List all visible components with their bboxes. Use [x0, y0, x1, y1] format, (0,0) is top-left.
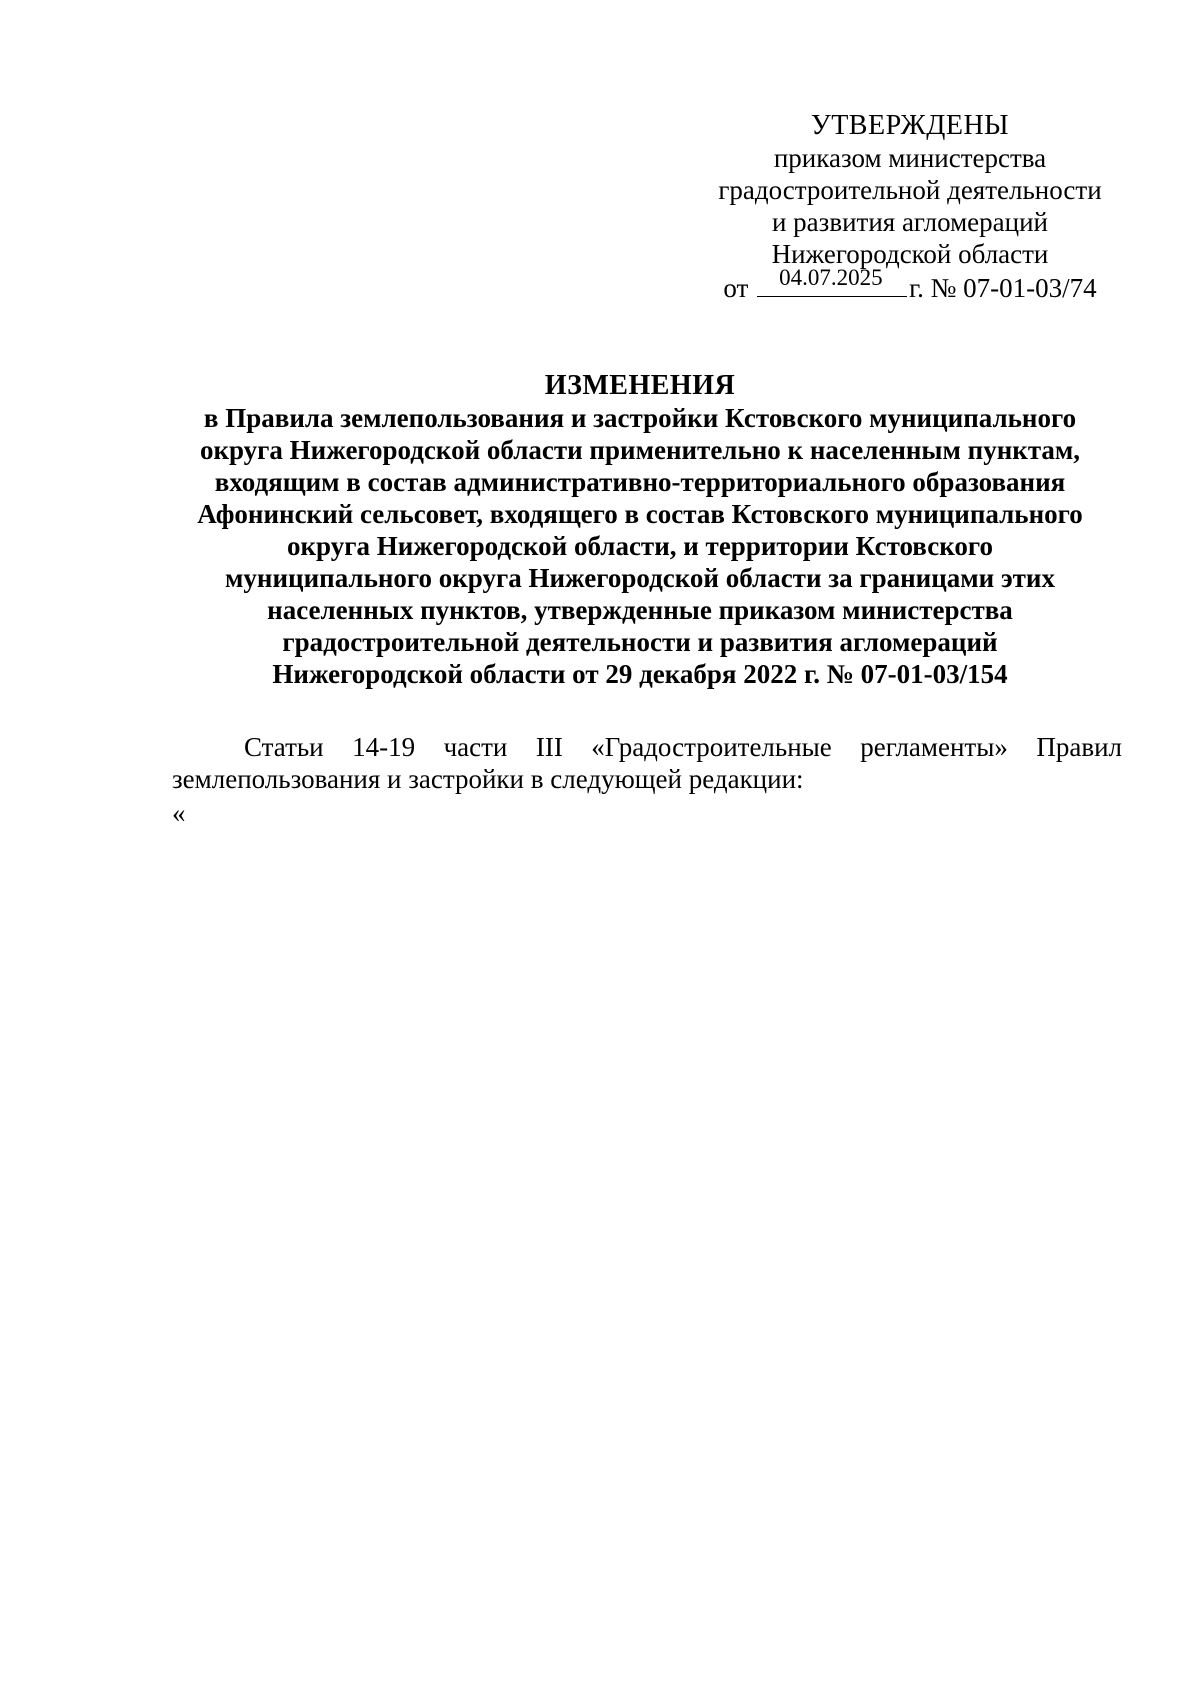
subtitle-line: градостроительной деятельности и развития агломераций: [282, 627, 998, 657]
subtitle-line: входящим в состав административно-территориального образования: [214, 467, 1066, 497]
approved-heading: УТВЕРЖДЕНЫ: [810, 110, 1010, 141]
document-title: ИЗМЕНЕНИЯ: [544, 370, 736, 401]
opening-quote: «: [172, 798, 186, 828]
subtitle-line: округа Нижегородской области, и территории Кстовского: [287, 531, 993, 561]
subtitle-line: округа Нижегородской области применительно к населенным пунктам,: [199, 435, 1081, 465]
body-paragraph-block: [172, 731, 1122, 795]
subtitle-line: Афонинский сельсовет, входящего в состав Кстовского муниципального: [197, 499, 1083, 529]
order-number: г. № 07-01-03/74: [909, 273, 1097, 303]
approval-line-1: приказом министерства: [773, 143, 1047, 173]
document-title-block: [150, 370, 1130, 690]
from-label: от: [723, 273, 749, 303]
order-date-field: [757, 265, 907, 297]
approval-line-4: Нижегородской области: [771, 239, 1049, 269]
subtitle-line: Нижегородской области от 29 декабря 2022 г. № 07-01-03/154: [272, 659, 1008, 689]
body-paragraph: Статьи 14-19 части III «Градостроительные регламенты» Правил землепользования и застройки в следующей редакции:: [172, 732, 1122, 794]
subtitle-line: населенных пунктов, утвержденные приказом министерства: [267, 595, 1013, 625]
order-date: 04.07.2025: [779, 265, 883, 290]
subtitle-line: муниципального округа Нижегородской области за границами этих: [225, 563, 1055, 593]
approval-line-2: градостроительной деятельности: [718, 175, 1102, 205]
approval-stamp-block: [690, 110, 1130, 304]
approval-line-3: и развития агломераций: [771, 207, 1048, 237]
order-reference-line: [690, 265, 1130, 304]
subtitle-line: в Правила землепользования и застройки Кстовского муниципального: [203, 403, 1077, 433]
